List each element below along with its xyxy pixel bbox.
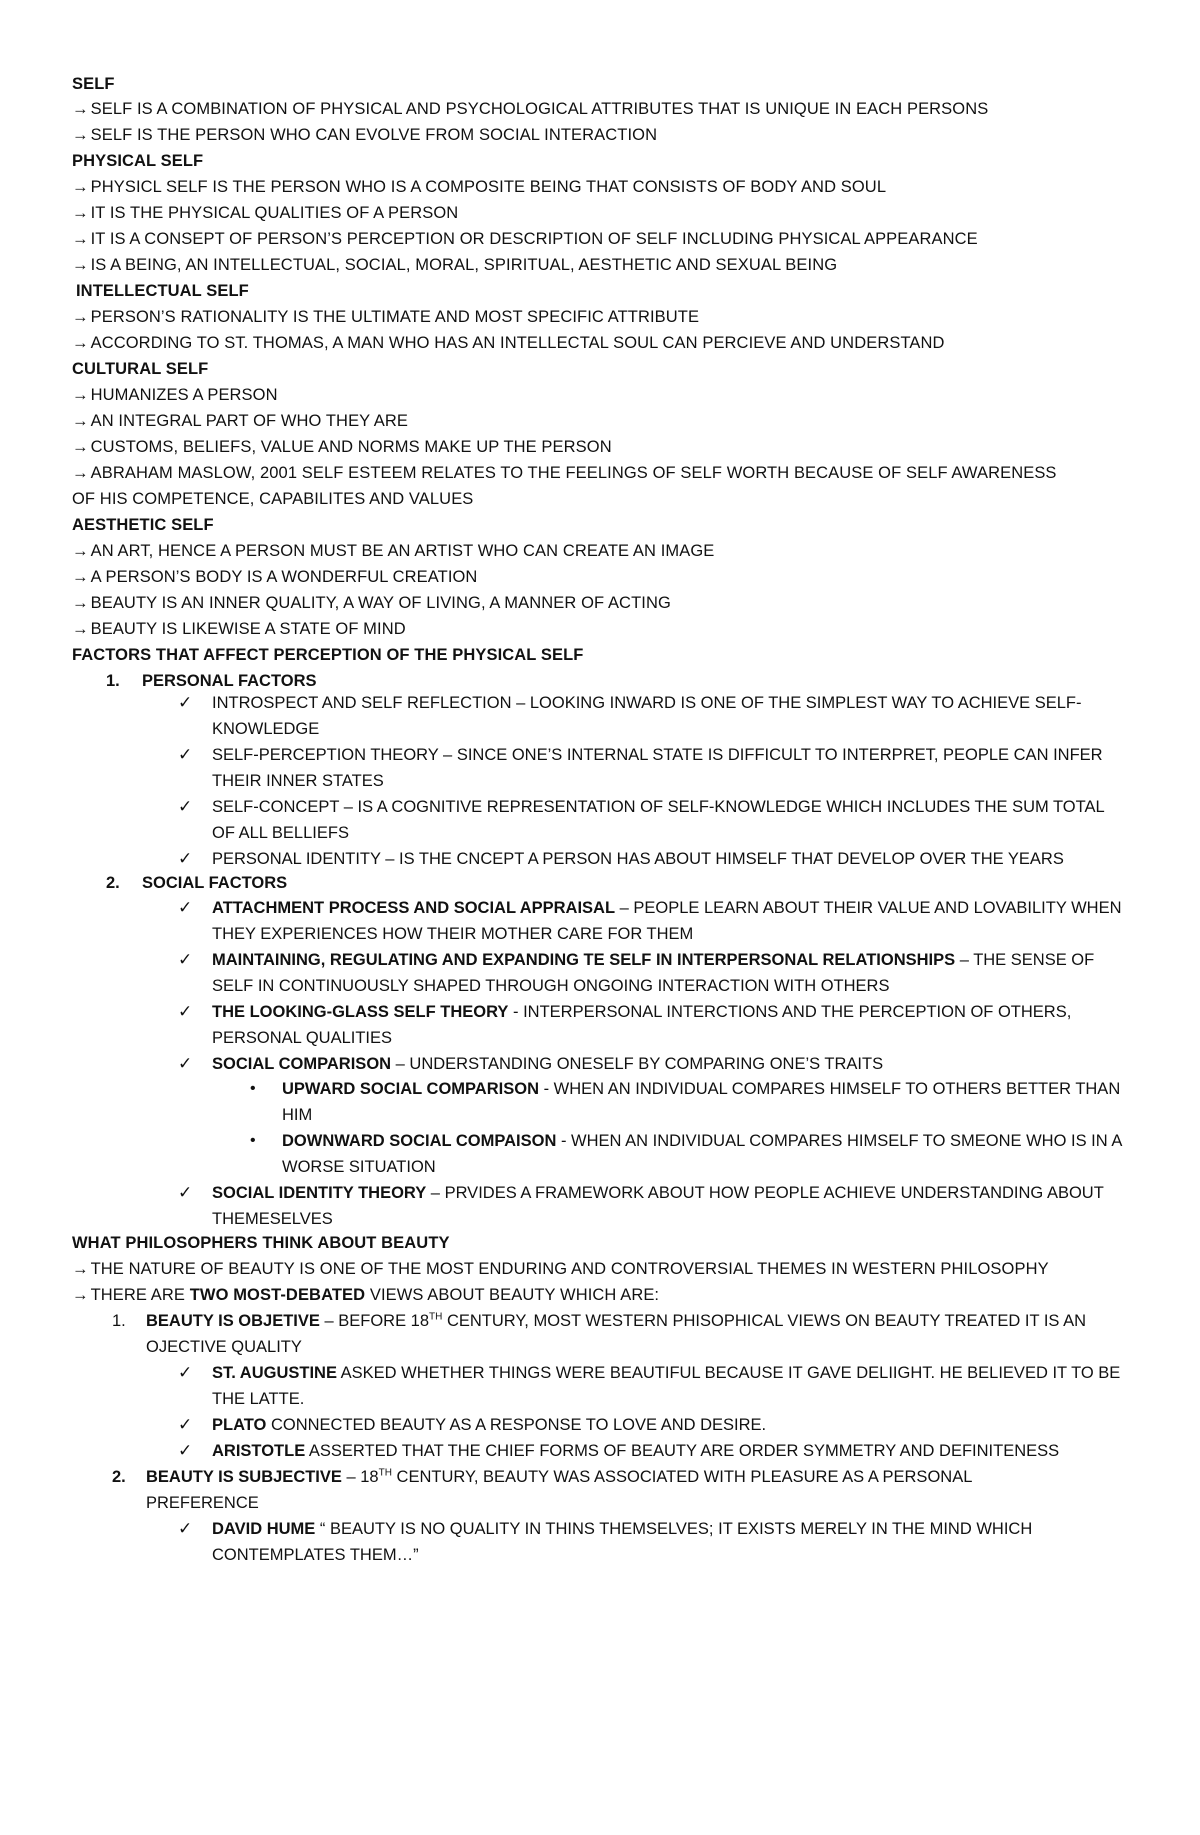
intellectual-line-1: → PERSON’S RATIONALITY IS THE ULTIMATE AND MOST SPECIFIC ATTRIBUTE bbox=[72, 308, 700, 326]
subjective-item: BEAUTY IS SUBJECTIVE – 18TH CENTURY, BEAUTY WAS ASSOCIATED WITH PLEASURE AS A PERSONAL PREFERENCE bbox=[146, 1467, 972, 1512]
personal-item-1: INTROSPECT AND SELF REFLECTION – LOOKING INWARD IS ONE OF THE SIMPLEST WAY TO ACHIEVE SELF-KNOWLEDGE bbox=[212, 694, 1082, 738]
list-number: 1. bbox=[112, 1312, 126, 1330]
self-line-1: → SELF IS A COMBINATION OF PHYSICAL AND PSYCHOLOGICAL ATTRIBUTES THAT IS UNIQUE IN EACH PERSONS bbox=[72, 100, 989, 118]
philosophers-line-1: → THE NATURE OF BEAUTY IS ONE OF THE MOST ENDURING AND CONTROVERSIAL THEMES IN WESTERN PHILOSOPHY bbox=[72, 1260, 1049, 1278]
check-icon: ✓ bbox=[178, 1183, 193, 1202]
objective-subitem-2: PLATO CONNECTED BEAUTY AS A RESPONSE TO LOVE AND DESIRE. bbox=[212, 1416, 767, 1434]
cultural-line-4: → ABRAHAM MASLOW, 2001 SELF ESTEEM RELATES TO THE FEELINGS OF SELF WORTH BECAUSE OF SELF AWARENESS bbox=[72, 464, 1057, 482]
check-icon: ✓ bbox=[178, 745, 193, 764]
social-item-1: ATTACHMENT PROCESS AND SOCIAL APPRAISAL – PEOPLE LEARN ABOUT THEIR VALUE AND LOVABILITY WHEN THEY EXPERIENCES HOW THEIR MOTHER CARE FOR THEM bbox=[212, 899, 1122, 943]
social-subitem-1: UPWARD SOCIAL COMPARISON - WHEN AN INDIVIDUAL COMPARES HIMSELF TO OTHERS BETTER THAN HIM bbox=[282, 1080, 1121, 1124]
check-icon: ✓ bbox=[178, 693, 193, 712]
heading-aesthetic-self: AESTHETIC SELF bbox=[72, 516, 214, 534]
objective-subitem-1: ST. AUGUSTINE ASKED WHETHER THINGS WERE BEAUTIFUL BECAUSE IT GAVE DELIIGHT. HE BELIEVED IT TO BE THE LATTE. bbox=[212, 1364, 1121, 1408]
personal-item-2: SELF-PERCEPTION THEORY – SINCE ONE’S INTERNAL STATE IS DIFFICULT TO INTERPRET, PEOPLE CAN INFER THEIR INNER STATES bbox=[212, 746, 1103, 790]
self-line-2: → SELF IS THE PERSON WHO CAN EVOLVE FROM SOCIAL INTERACTION bbox=[72, 126, 658, 144]
subjective-subitem-1: DAVID HUME “ BEAUTY IS NO QUALITY IN THINS THEMSELVES; IT EXISTS MERELY IN THE MIND WHICH CONTEMPLATES THEM…” bbox=[212, 1520, 1033, 1564]
check-icon: ✓ bbox=[178, 1363, 193, 1382]
heading-intellectual-self: INTELLECTUAL SELF bbox=[76, 282, 249, 300]
aesthetic-line-4: → BEAUTY IS LIKEWISE A STATE OF MIND bbox=[72, 620, 406, 638]
social-factors-title: SOCIAL FACTORS bbox=[142, 874, 288, 892]
arrow-icon: → bbox=[72, 100, 89, 118]
social-item-5: SOCIAL IDENTITY THEORY – PRVIDES A FRAMEWORK ABOUT HOW PEOPLE ACHIEVE UNDERSTANDING ABOUT THEMESELVES bbox=[212, 1184, 1104, 1228]
bullet-icon: • bbox=[250, 1132, 256, 1149]
objective-item: BEAUTY IS OBJETIVE – BEFORE 18TH CENTURY, MOST WESTERN PHISOPHICAL VIEWS ON BEAUTY TREATED IT IS AN OJECTIVE QUALITY bbox=[146, 1311, 1087, 1356]
aesthetic-line-1: → AN ART, HENCE A PERSON MUST BE AN ARTIST WHO CAN CREATE AN IMAGE bbox=[72, 542, 715, 560]
cultural-line-2: → AN INTEGRAL PART OF WHO THEY ARE bbox=[72, 412, 408, 430]
physical-line-1: → PHYSICL SELF IS THE PERSON WHO IS A COMPOSITE BEING THAT CONSISTS OF BODY AND SOUL bbox=[72, 178, 887, 196]
arrow-icon: → bbox=[72, 230, 89, 248]
arrow-icon: → bbox=[72, 178, 89, 196]
personal-factors-title: PERSONAL FACTORS bbox=[142, 672, 317, 690]
bullet-icon: • bbox=[250, 1080, 256, 1097]
arrow-icon: → bbox=[72, 412, 89, 430]
heading-self: SELF bbox=[72, 75, 115, 93]
heading-philosophers: WHAT PHILOSOPHERS THINK ABOUT BEAUTY bbox=[72, 1234, 450, 1252]
list-number: 1. bbox=[106, 672, 120, 690]
check-icon: ✓ bbox=[178, 1519, 193, 1538]
personal-item-3: SELF-CONCEPT – IS A COGNITIVE REPRESENTATION OF SELF-KNOWLEDGE WHICH INCLUDES THE SUM TOTAL OF ALL BELLIEFS bbox=[212, 798, 1105, 842]
aesthetic-line-3: → BEAUTY IS AN INNER QUALITY, A WAY OF LIVING, A MANNER OF ACTING bbox=[72, 594, 671, 612]
check-icon: ✓ bbox=[178, 898, 193, 917]
arrow-icon: → bbox=[72, 308, 89, 326]
social-subitem-2: DOWNWARD SOCIAL COMPAISON - WHEN AN INDIVIDUAL COMPARES HIMSELF TO SMEONE WHO IS IN A WORSE SITUATION bbox=[282, 1132, 1122, 1176]
list-number: 2. bbox=[112, 1468, 126, 1486]
arrow-icon: → bbox=[72, 334, 89, 352]
physical-line-2: → IT IS THE PHYSICAL QUALITIES OF A PERSON bbox=[72, 204, 459, 222]
personal-item-4: PERSONAL IDENTITY – IS THE CNCEPT A PERSON HAS ABOUT HIMSELF THAT DEVELOP OVER THE YEARS bbox=[212, 850, 1064, 868]
philosophers-line-2: → THERE ARE TWO MOST-DEBATED VIEWS ABOUT BEAUTY WHICH ARE: bbox=[72, 1286, 660, 1304]
cultural-line-1: → HUMANIZES A PERSON bbox=[72, 386, 278, 404]
check-icon: ✓ bbox=[178, 1002, 193, 1021]
arrow-icon: → bbox=[72, 1260, 89, 1278]
arrow-icon: → bbox=[72, 620, 89, 638]
list-number: 2. bbox=[106, 874, 120, 892]
aesthetic-line-2: → A PERSON’S BODY IS A WONDERFUL CREATION bbox=[72, 568, 478, 586]
social-item-3: THE LOOKING-GLASS SELF THEORY - INTERPERSONAL INTERCTIONS AND THE PERCEPTION OF OTHERS, PERSONAL QUALITIES bbox=[212, 1003, 1072, 1047]
arrow-icon: → bbox=[72, 126, 89, 144]
arrow-icon: → bbox=[72, 464, 89, 482]
physical-line-3: → IT IS A CONSEPT OF PERSON’S PERCEPTION OR DESCRIPTION OF SELF INCLUDING PHYSICAL APPEARANCE bbox=[72, 230, 978, 248]
arrow-icon: → bbox=[72, 568, 89, 586]
check-icon: ✓ bbox=[178, 1415, 193, 1434]
check-icon: ✓ bbox=[178, 1054, 193, 1073]
arrow-icon: → bbox=[72, 542, 89, 560]
arrow-icon: → bbox=[72, 204, 89, 222]
arrow-icon: → bbox=[72, 256, 89, 274]
check-icon: ✓ bbox=[178, 1441, 193, 1460]
social-item-4: SOCIAL COMPARISON – UNDERSTANDING ONESELF BY COMPARING ONE’S TRAITS bbox=[212, 1055, 884, 1073]
arrow-icon: → bbox=[72, 1286, 89, 1304]
heading-factors: FACTORS THAT AFFECT PERCEPTION OF THE PHYSICAL SELF bbox=[72, 646, 584, 664]
check-icon: ✓ bbox=[178, 950, 193, 969]
heading-cultural-self: CULTURAL SELF bbox=[72, 360, 209, 378]
cultural-line-3: → CUSTOMS, BELIEFS, VALUE AND NORMS MAKE UP THE PERSON bbox=[72, 438, 612, 456]
arrow-icon: → bbox=[72, 386, 89, 404]
heading-physical-self: PHYSICAL SELF bbox=[72, 152, 204, 170]
cultural-line-5: OF HIS COMPETENCE, CAPABILITES AND VALUES bbox=[72, 490, 474, 508]
arrow-icon: → bbox=[72, 438, 89, 456]
objective-subitem-3: ARISTOTLE ASSERTED THAT THE CHIEF FORMS OF BEAUTY ARE ORDER SYMMETRY AND DEFINITENESS bbox=[212, 1442, 1060, 1460]
intellectual-line-2: → ACCORDING TO ST. THOMAS, A MAN WHO HAS AN INTELLECTAL SOUL CAN PERCIEVE AND UNDERSTAND bbox=[72, 334, 945, 352]
social-item-2: MAINTAINING, REGULATING AND EXPANDING TE SELF IN INTERPERSONAL RELATIONSHIPS – THE SENSE OF SELF IN CONTINUOUSLY SHAPED THROUGH ONGOING INTERACTION WITH OTHERS bbox=[212, 951, 1095, 995]
check-icon: ✓ bbox=[178, 849, 193, 868]
check-icon: ✓ bbox=[178, 797, 193, 816]
physical-line-4: → IS A BEING, AN INTELLECTUAL, SOCIAL, MORAL, SPIRITUAL, AESTHETIC AND SEXUAL BEING bbox=[72, 256, 838, 274]
arrow-icon: → bbox=[72, 594, 89, 612]
